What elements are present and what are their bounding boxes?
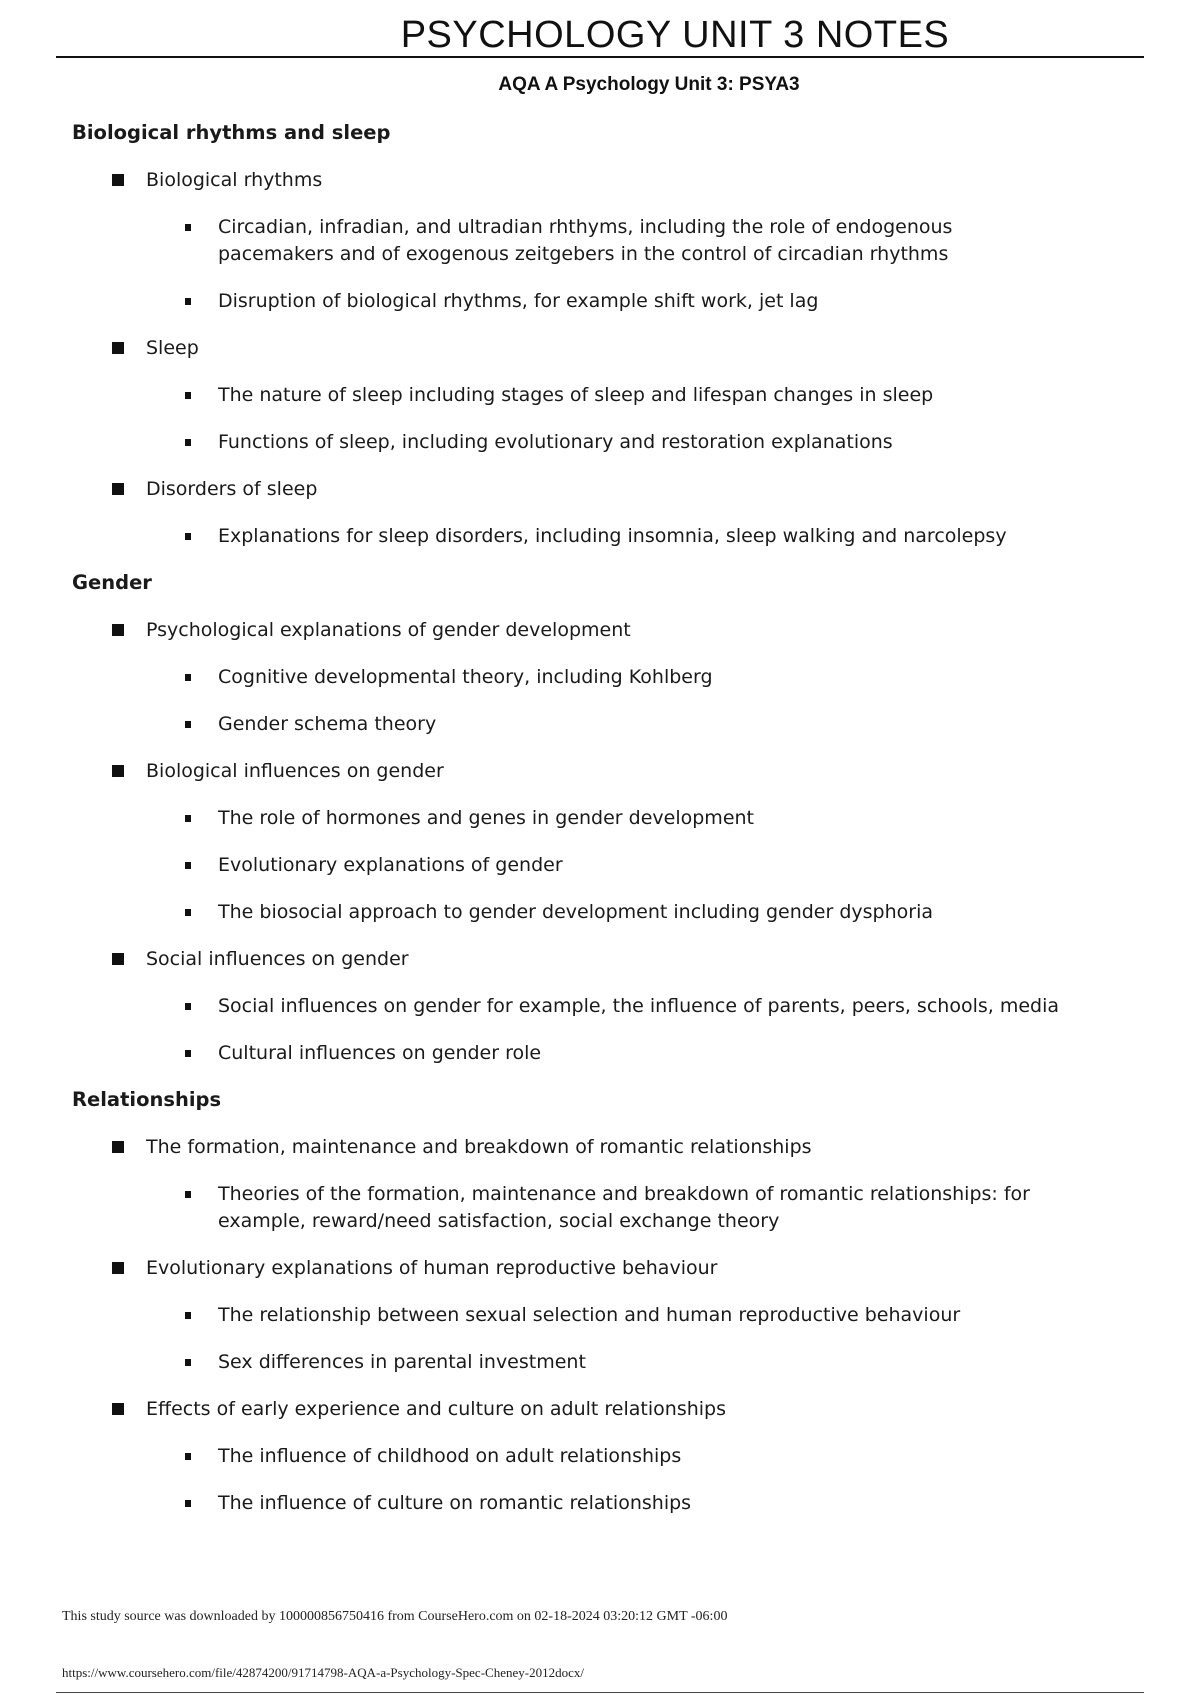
sub-point (72, 214, 1112, 288)
small-square-bullet-icon (185, 909, 191, 916)
small-square-bullet-icon (185, 533, 191, 540)
sub-point (72, 993, 1112, 1040)
topic-label: Sleep (146, 337, 199, 359)
square-bullet-icon (112, 1262, 124, 1274)
square-bullet-icon (112, 765, 124, 777)
footer-rule (56, 1692, 1144, 1693)
sub-point (72, 1443, 1112, 1490)
sub-point-text: Cultural influences on gender role (218, 1042, 542, 1064)
topic-item (72, 1255, 1112, 1302)
download-notice: This study source was downloaded by 100000856750416 from CourseHero.com on 02-18-2024 03:20:12 GMT -06:00 (62, 1609, 728, 1624)
topic-item (72, 335, 1112, 382)
small-square-bullet-icon (185, 721, 191, 728)
topic-item (72, 1134, 1112, 1181)
source-url[interactable]: https://www.coursehero.com/file/42874200/91714798-AQA-a-Psychology-Spec-Cheney-2012docx/ (62, 1665, 584, 1680)
small-square-bullet-icon (185, 1453, 191, 1460)
document-title: PSYCHOLOGY UNIT 3 NOTES (400, 14, 950, 56)
sub-point (72, 429, 1112, 476)
sub-point-text: Functions of sleep, including evolutionary and restoration explanations (218, 431, 893, 453)
small-square-bullet-icon (185, 1312, 191, 1319)
sub-point (72, 805, 1112, 852)
small-square-bullet-icon (185, 439, 191, 446)
sub-point-text: The nature of sleep including stages of sleep and lifespan changes in sleep (218, 384, 934, 406)
title-rule (56, 56, 1144, 58)
sub-point (72, 1349, 1112, 1396)
small-square-bullet-icon (185, 674, 191, 681)
topic-label: Psychological explanations of gender development (146, 619, 631, 641)
topic-item (72, 617, 1112, 664)
sub-point-text: Cognitive developmental theory, including Kohlberg (218, 666, 713, 688)
sub-point (72, 288, 1112, 335)
topic-label: Evolutionary explanations of human reproductive behaviour (146, 1257, 718, 1279)
sub-point (72, 852, 1112, 899)
topic-label: The formation, maintenance and breakdown of romantic relationships (146, 1136, 812, 1158)
sub-point-text: The influence of culture on romantic relationships (218, 1492, 692, 1514)
small-square-bullet-icon (185, 1003, 191, 1010)
topic-label: Disorders of sleep (146, 478, 318, 500)
sub-point (72, 899, 1112, 946)
sub-point-text: Evolutionary explanations of gender (218, 854, 563, 876)
section-heading: Relationships (72, 1088, 222, 1111)
small-square-bullet-icon (185, 1359, 191, 1366)
sub-point-text: Explanations for sleep disorders, including insomnia, sleep walking and narcolepsy (218, 525, 1007, 547)
square-bullet-icon (112, 953, 124, 965)
small-square-bullet-icon (185, 1050, 191, 1057)
sub-point (72, 1040, 1112, 1087)
sub-point (72, 664, 1112, 711)
sub-point (72, 1490, 1112, 1537)
square-bullet-icon (112, 624, 124, 636)
square-bullet-icon (112, 174, 124, 186)
square-bullet-icon (112, 1403, 124, 1415)
topic-item (72, 1396, 1112, 1443)
sub-point-text: Circadian, infradian, and ultradian rhthyms, including the role of endogenous pacemakers and of exogenous zeitgebers in the control of circadian rhythms (218, 216, 953, 265)
topic-label: Biological influences on gender (146, 760, 444, 782)
sub-point (72, 1302, 1112, 1349)
section-heading: Biological rhythms and sleep (72, 121, 391, 144)
topic-label: Biological rhythms (146, 169, 323, 191)
sub-point-text: Social influences on gender for example, the influence of parents, peers, schools, media (218, 995, 1060, 1017)
square-bullet-icon (112, 342, 124, 354)
sub-point-text: The influence of childhood on adult relationships (218, 1445, 682, 1467)
small-square-bullet-icon (185, 298, 191, 305)
sub-point-text: The role of hormones and genes in gender development (218, 807, 754, 829)
sub-point-text: The biosocial approach to gender development including gender dysphoria (218, 901, 934, 923)
square-bullet-icon (112, 1141, 124, 1153)
square-bullet-icon (112, 483, 124, 495)
topic-item (72, 476, 1112, 523)
small-square-bullet-icon (185, 815, 191, 822)
small-square-bullet-icon (185, 392, 191, 399)
sub-point-text: The relationship between sexual selection and human reproductive behaviour (218, 1304, 961, 1326)
small-square-bullet-icon (185, 1191, 191, 1198)
sub-point (72, 382, 1112, 429)
sub-point (72, 523, 1112, 570)
sub-point-text: Gender schema theory (218, 713, 437, 735)
topic-item (72, 167, 1112, 214)
sub-point-text: Theories of the formation, maintenance and breakdown of romantic relationships: for example, reward/need satisfaction, social exchange theory (218, 1183, 1030, 1232)
sub-point-text: Disruption of biological rhythms, for example shift work, jet lag (218, 290, 819, 312)
small-square-bullet-icon (185, 224, 191, 231)
topic-item (72, 946, 1112, 993)
topic-label: Effects of early experience and culture on adult relationships (146, 1398, 726, 1420)
small-square-bullet-icon (185, 862, 191, 869)
small-square-bullet-icon (185, 1500, 191, 1507)
sub-point-text: Sex differences in parental investment (218, 1351, 586, 1373)
notes-content (72, 120, 1112, 1537)
section-heading: Gender (72, 571, 152, 594)
topic-label: Social influences on gender (146, 948, 409, 970)
document-subtitle: AQA A Psychology Unit 3: PSYA3 (498, 74, 800, 95)
sub-point (72, 1181, 1112, 1255)
topic-item (72, 758, 1112, 805)
sub-point (72, 711, 1112, 758)
